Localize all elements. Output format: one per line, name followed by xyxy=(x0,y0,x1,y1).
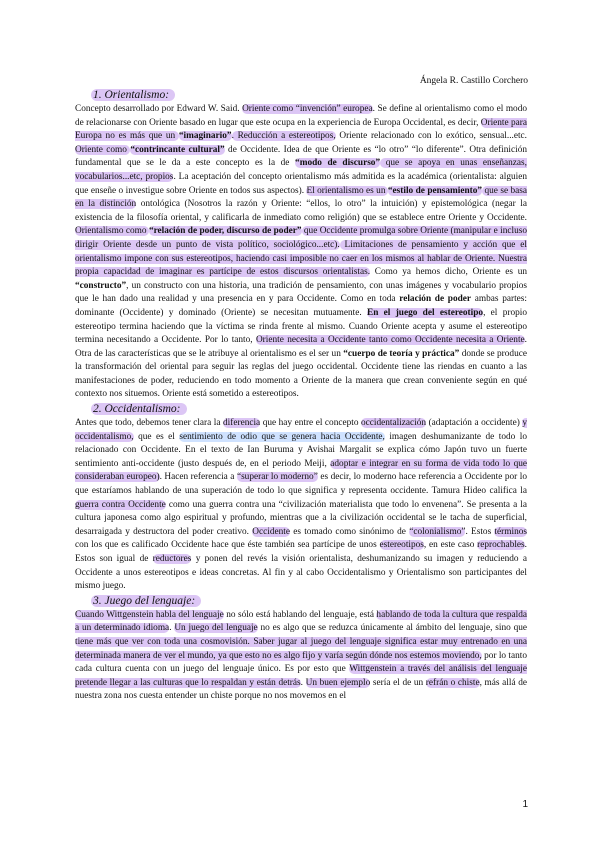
text-run: Antes que todo, debemos tener clara la xyxy=(75,418,224,429)
highlighted-text: términos xyxy=(494,526,528,537)
author-name: Ángela R. Castillo Corchero xyxy=(419,76,528,86)
text-run: donde se produce la transformación del oriental para seguir las reglas del juego occidental. Occidente tiene las riendas en cuanto a las manifestaciones de poder, reduciendo en todo momento a Oriente de la manera que crean conveniente según en qué contexto nos situemos. Oriente está sometido a estereotipos. xyxy=(75,348,527,400)
highlighted-text: “modo de discurso” xyxy=(295,158,381,169)
text-run: “cuerpo de teoría y práctica” xyxy=(343,348,460,359)
highlighted-text: Occidente xyxy=(252,526,290,537)
highlighted-text: reductores xyxy=(152,554,192,564)
text-run: . xyxy=(300,677,306,688)
text-run: por lo tanto cada cultura cuenta con un juego del lenguaje único. Es por esto que xyxy=(75,650,528,675)
highlighted-text: “relación de poder, discurso de poder” xyxy=(148,226,302,237)
highlighted-text: reprochables xyxy=(477,540,525,551)
highlighted-text: hablando de toda la cultura que respalda a un determinado idioma xyxy=(75,609,527,634)
section-heading-1 xyxy=(75,88,527,103)
text-run: y ponen del revés la visión orientalista, deshumanizando su imagen y reduciendo a Occidente a unos estereotipos e ideas concretas. Al fin y al cabo Occidentalismo y Orientalismo son participantes del mismo juego. xyxy=(75,554,527,592)
section-paragraph-3 xyxy=(75,609,527,704)
highlighted-text: diferencia xyxy=(223,418,261,429)
highlighted-text: sentimiento de odio que se genera hacia Occidente, xyxy=(179,431,385,442)
highlighted-text: . Reducción a estereotipos, xyxy=(231,131,336,142)
document-body xyxy=(75,88,527,704)
highlighted-text: “colonialismo” xyxy=(409,526,466,537)
highlighted-text: estereotipos xyxy=(379,540,424,551)
text-run: . xyxy=(169,623,175,634)
text-run: . Se define al orientalismo como el modo de relacionarse con Oriente basado en lugar que este ocupa en la experiencia de Europa Occidental, es decir, xyxy=(75,104,527,128)
highlighted-text: Un juego del lenguaje xyxy=(174,623,258,634)
highlighted-text: Cuando Wittgenstein habla del lenguaje xyxy=(75,609,224,620)
text-run: sería el de un xyxy=(370,677,426,688)
highlighted-text: adoptar e integrar en su forma de vida todo lo que consideraban europeo) xyxy=(75,458,528,483)
text-run: “constructo” xyxy=(75,280,127,291)
highlighted-text: guerra contra Occidente xyxy=(75,499,166,510)
highlighted-text: Oriente como xyxy=(75,144,131,155)
text-run: no es algo que se reduzca únicamente al ámbito del lenguaje, sino que xyxy=(257,623,527,634)
highlighted-text: tiene más que ver con toda una cosmovisión. Saber jugar al juego del lenguaje significa estar muy entrenado en una determinada manera de ver el mundo, ya que esto no es algo fijo y varía según dónde nos estemos moviendo, xyxy=(75,636,527,661)
highlighted-text: Oriente como “invención” europea xyxy=(242,104,373,114)
text-run: . Hacen referencia a xyxy=(159,472,237,483)
text-run: imagen deshumanizante de todo lo relacionado con Occidente. En el texto de Ian Buruma y Avishai Margalit se explica cómo Japón tuvo un fuerte sentimiento anti-occidente (justo después de, en el periodo Meiji, xyxy=(75,431,527,469)
highlighted-text: Limitaciones de pensamiento y acción que el orientalismo impone con sus estereotipos, haciendo casi imposible no caer en los mismos al hablar de Oriente. Nuestra propia capacidad de imaginar es partícipe de estos discursos orientalistas. xyxy=(75,239,527,278)
highlighted-text: Orientalismo como xyxy=(75,226,149,237)
section-heading-3 xyxy=(75,594,527,609)
highlighted-text: refrán o chiste xyxy=(425,677,480,688)
text-run: . Otra de las características que se le atribuye al orientalismo es el ser un xyxy=(75,335,527,359)
text-run: . Estos xyxy=(465,526,495,537)
highlighted-text: En el juego del estereotipo xyxy=(367,307,484,318)
highlighted-text: Wittgenstein a través del análisis del lenguaje pretende llegar a las culturas que lo respaldan y están detrás xyxy=(75,664,528,688)
text-run: es decir, lo moderno hace referencia a Occidente por lo que estaríamos hablando de una superación de todo lo que significa y representa occidente. Tamura Hideo califica la xyxy=(75,472,527,497)
highlighted-text: Oriente necesita a Occidente tanto como Occidente necesita a Oriente xyxy=(255,335,525,346)
section-paragraph-1 xyxy=(75,103,527,402)
highlighted-text: “superar lo moderno” xyxy=(236,472,318,483)
text-run: , el propio estereotipo termina haciendo que la víctima se rinda frente al mismo. Cuando Oriente acepta y asume el estereotipo termina necesitando a Occidente. Por lo tanto, xyxy=(75,307,527,346)
highlighted-text: que se apoya en unas enseñanzas, vocabularios...etc, propios xyxy=(75,158,528,182)
section-heading-text: 3. Juego del lenguaje: xyxy=(91,595,201,607)
highlighted-text: El orientalismo es un xyxy=(306,185,388,196)
text-run: Oriente relacionado con lo exótico, sensual...etc. xyxy=(335,131,527,142)
text-run: no sólo está hablando del lenguaje, está xyxy=(223,609,377,620)
text-run: . Estos son igual de xyxy=(75,540,527,564)
text-run: Concepto desarrollado por Edward W. Said. xyxy=(75,104,243,114)
text-run: ambas partes: dominante (Occidente) y dominado (Oriente) se necesitan mutuamente. xyxy=(75,294,527,318)
section-paragraph-2 xyxy=(75,417,527,594)
text-run: es tomado como sinónimo de xyxy=(289,526,410,537)
text-run: , en este caso xyxy=(423,540,478,551)
section-heading-2 xyxy=(75,402,527,417)
text-run: , un constructo con una historia, una tradición de pensamiento, con unas imágenes y vocabulario propios que le han dado una realidad y una presencia en y para Occidente. Como en toda xyxy=(75,280,527,305)
highlighted-text: “contrincante cultural” xyxy=(130,144,225,155)
text-run: , más allá de nuestra zona nos cuesta entender un chiste porque no nos movemos en el xyxy=(75,677,527,702)
text-run: que es el xyxy=(133,431,180,442)
section-heading-text: 2. Occidentalismo: xyxy=(91,403,187,415)
page-number: 1 xyxy=(522,799,528,810)
text-run: relación de poder xyxy=(399,294,472,305)
highlighted-text: occidentalización xyxy=(361,418,427,429)
text-run: como una guerra contra una “civilización materialista que todo lo envenena”. Se presenta a la cultura japonesa como algo espiritual y profundo, mientras que a la civilización occidental se le tacha de superficial, desarraigada y destructora del poder creativo. xyxy=(75,499,527,537)
highlighted-text: “estilo de pensamiento” xyxy=(387,185,483,196)
text-run: de Occidente. Idea de que Oriente es “lo otro” “lo diferente”. Otra definición fundamental que se le da a este concepto es la de xyxy=(75,144,527,169)
section-heading-text: 1. Orientalismo: xyxy=(91,89,175,101)
highlighted-text: que Occidente promulga sobre Oriente (manipular e incluso dirigir Oriente desde un punto de vista político, sociológico...etc). xyxy=(75,226,527,250)
highlighted-text: y occidentalismo, xyxy=(75,418,528,442)
highlighted-text: Un buen ejemplo xyxy=(305,677,371,688)
text-run: (adaptación a occidente) xyxy=(426,418,523,429)
highlighted-text: Oriente para Europa no es más que un xyxy=(75,117,527,142)
text-run: ontológica (Nosotros la razón y Oriente: “ellos, lo otro” la intuición) y epistemológica (negar la existencia de la filosofía oriental, y calificarla de inmediato como religión) que se establece entre Oriente y Occidente. xyxy=(75,199,527,223)
text-run: con los que es calificado Occidente hace que éste también sea partícipe de unos xyxy=(75,540,380,551)
highlighted-text: que se basa en la distinción xyxy=(75,185,528,210)
text-run: . La aceptación del concepto orientalismo más admitida es la académica (orientalista: alguien que enseñe o investigue sobre Oriente en todos sus aspectos). xyxy=(75,171,527,196)
text-run: que hay entre el concepto xyxy=(260,418,362,429)
highlighted-text: “imaginario” xyxy=(178,131,232,142)
text-run: Como ya hemos dicho, Oriente es un xyxy=(370,267,527,278)
